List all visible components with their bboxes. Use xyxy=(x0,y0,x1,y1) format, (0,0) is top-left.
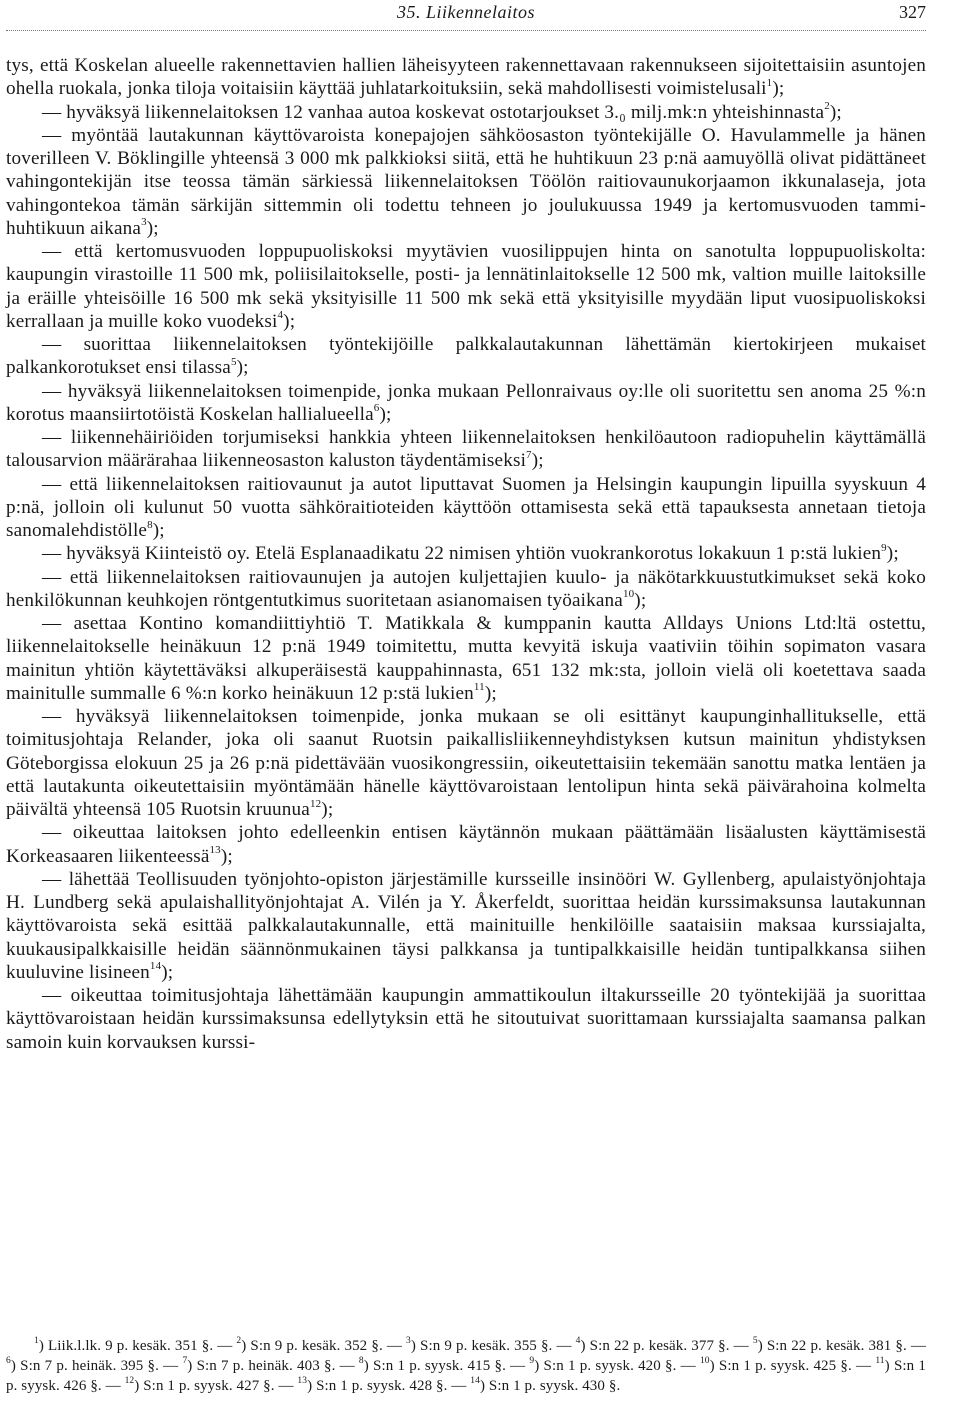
paragraph: — oikeuttaa toimitusjohtaja lähettämään kaupungin ammattikoulun iltakursseille 20 työntekijää ja suorittaa käyttövaroistaan heidän kurssimaksunsa edellytyksin että he sitoutuivat suorittamaan kurssiajalta saamansa palkan samoin kuin korvauksen kurssi- xyxy=(6,985,926,1053)
paragraph: — hyväksyä liikennelaitoksen toimenpide, jonka mukaan Pellonraivaus oy:lle oli suoritettu sen anoma 25 %:n korotus maansiirtotöistä Koskelan hallialueella$^6$); xyxy=(6,380,926,425)
footnote-ref: 1 xyxy=(766,76,773,89)
footnote-ref: 11 xyxy=(473,681,485,694)
paragraph: — asettaa Kontino komandiittiyhtiö T. Matikkala & kumppanin kautta Alldays Unions Ltd:ltä ostettu, liikennelaitokselle heinäkuun 12 p:nä 1949 toimitettu, mutta kevyitä iskuja vaativiin töihin sopimaton vasara mainitun yhtiön käytettäväksi alkuperäisestä kauppahinnasta, 651 132 mk:sta, jolloin vielä oli koetettava saada mainitulle summalle 6 %:n korko heinäkuun 12 p:stä lukien$^{11}$); xyxy=(6,613,926,704)
running-title: 35. Liikennelaitos xyxy=(397,2,535,22)
paragraph: — että liikennelaitoksen raitiovaunujen ja autojen kuljettajien kuulo- ja näkötarkkuustutkimukset sekä koko henkilökunnan keuhkojen röntgentutkimus suoritetaan asianomaisen työaikana$^{10}$); xyxy=(6,566,926,611)
footnote-ref: 3 xyxy=(141,216,147,229)
footnote-ref: 12 xyxy=(309,797,322,810)
footnote-ref: 13 xyxy=(209,844,221,857)
paragraph: — että liikennelaitoksen raitiovaunut ja autot liputtavat Suomen ja Helsingin kaupungin lipuilla syyskuun 4 p:nä, jolloin oli kulunut 50 vuotta sähköraitioteiden käyttöön ottamisesta sekä että tapauksesta annetaan tietoja sanomalehdistölle$^8$); xyxy=(6,473,926,541)
footnote-ref: 4 xyxy=(277,309,284,322)
body-text xyxy=(6,54,926,1054)
paragraph: — suorittaa liikennelaitoksen työntekijöille palkkalautakunnan lähettämän kiertokirjeen mukaiset palkankorotukset ensi tilassa$^5$); xyxy=(6,334,926,379)
paragraph: — oikeuttaa laitoksen johto edelleenkin entisen käytännön mukaan päättämään lisäalusten käyttämisestä Korkeasaaren liikenteessä$^{13}$); xyxy=(6,822,926,867)
footnote-ref: 14 xyxy=(149,960,162,973)
footnote-ref: 9 xyxy=(881,541,887,554)
footnotes xyxy=(6,1336,926,1396)
paragraph: — hyväksyä Kiinteistö oy. Etelä Esplanaadikatu 22 nimisen yhtiön vuokrankorotus lokakuun 1 p:stä lukien$^9$); xyxy=(42,541,899,565)
paragraph: — liikennehäiriöiden torjumiseksi hankkia yhteen liikennelaitoksen henkilöautoon radiopuhelin käyttämällä talousarvion määrärahaa liikenneosaston kaluston täydentämiseksi$^7$); xyxy=(6,427,926,472)
footnote-ref: 7 xyxy=(526,448,532,461)
footnote-ref: 2 xyxy=(824,100,830,113)
paragraph: — hyväksyä liikennelaitoksen 12 vanhaa autoa koskevat ostotarjoukset 3.₀ milj.mk:n yhteishinnasta$^2$); xyxy=(42,100,842,123)
paragraph: tys, että Koskelan alueelle rakennettavien hallien läheisyyteen rakennettavaan rakennukseen sijoitettaisiin asuntojen ohella ruokala, jonka tiloja voitaisiin käyttää juhlatarkoituksiin, sekä mahdollisesti voimistelusali$^1$); xyxy=(6,55,926,100)
footnote-ref: 8 xyxy=(147,518,153,531)
header-rule xyxy=(6,30,926,31)
footnote-ref: 6 xyxy=(373,402,380,415)
footnote-ref: 5 xyxy=(230,355,237,368)
running-header xyxy=(6,2,926,28)
paragraph: — myöntää lautakunnan käyttövaroista konepajojen sähköosaston työntekijälle O. Havulammelle ja hänen toverilleen V. Böklingille yhteensä 3 000 mk palkkioksi siitä, että he huhtikuun 23 p:nä aamuyöllä olivat pidättäneet vahingontekijän itse teossa tämän särkiessä liikennelaitoksen Töölön raitiovaunukorjaamon ikkunalaseja, jota vahingontekoa tämän särkijän sittemmin oli todettu tehneen jo joulukuussa 1949 ja kertomusvuoden tammi-huhtikuun aikana$^3$); xyxy=(6,124,926,239)
paragraph: — että kertomusvuoden loppupuoliskoksi myytävien vuosilippujen hinta on sanotulta loppupuoliskolta: kaupungin virastoille 11 500 mk, poliisilaitokselle, posti- ja lennätinlaitokselle 12 500 mk, valtion muille laitoksille ja eräille yhteisöille 16 500 mk sekä yksityisille 11 500 mk sekä että yksityisille myydään liput vuosipuoliskoksi kerrallaan ja muille koko vuodeksi$^4$); xyxy=(6,241,926,332)
page-number: 327 xyxy=(899,2,926,22)
footnote-text: $^1$) Liik.l.lk. 9 p. kesäk. 351 §. — $^2$) S:n 9 p. kesäk. 352 §. — $^3$) S:n 9 p. kesäk. 355 §. — $^4$) S:n 22 p. kesäk. 377 §. — $^5$) S:n 22 p. kesäk. 381 §. — $^6$) S:n 7 p. heinäk. 395 §. — $^7$) S:n 7 p. heinäk. 403 §. — $^8$) S:n 1 p. syysk. 415 §. — $^9$) S:n 1 p. syysk. 420 §. — $^{10}$) S:n 1 p. syysk. 425 §. — $^{11}$) S:n 1 p. syysk. 426 §. — $^{12}$) S:n 1 p. syysk. 427 §. — $^{13}$) S:n 1 p. syysk. 428 §. — $^{14}$) S:n 1 p. syysk. 430 §. xyxy=(6,1336,927,1394)
paragraph: — lähettää Teollisuuden työnjohto-opiston järjestämille kursseille insinööri W. Gyllenberg, apulaistyönjohtaja H. Lundberg sekä apulaishallityönjohtajat A. Vilén ja Y. Åkerfeldt, suorittaa heidän kurssimaksunsa lautakunnan käyttövaroista sekä esittää palkkalautakunnalle, että mainituille henkilöille saataisiin maksaa kurssiajalta, kuukausipalkkaisille heidän säännönmukainen täysi palkkansa ja tuntipalkkaisille heidän tuntipalkkansa siihen kuuluvine lisineen$^{14}$); xyxy=(6,868,926,983)
footnote-ref: 10 xyxy=(622,588,635,601)
paragraph: — hyväksyä liikennelaitoksen toimenpide, jonka mukaan se oli esittänyt kaupunginhallitukselle, että toimitusjohtaja Relander, joka oli saanut Ruotsin paikallisliikenneyhdistyksen kutsun mainitun yhdistyksen Göteborgissa elokuun 25 ja 26 p:nä pidettävään vuosikongressiin, oikeutettaisiin tekemään sanottu matka lentäen ja että lautakunta oikeutettaisiin myöntämään hänelle käyttövaroistaan lentolipun hinta sekä päivärahoina kolmelta päivältä yhteensä 105 Ruotsin kruunua$^{12}$); xyxy=(6,706,926,820)
